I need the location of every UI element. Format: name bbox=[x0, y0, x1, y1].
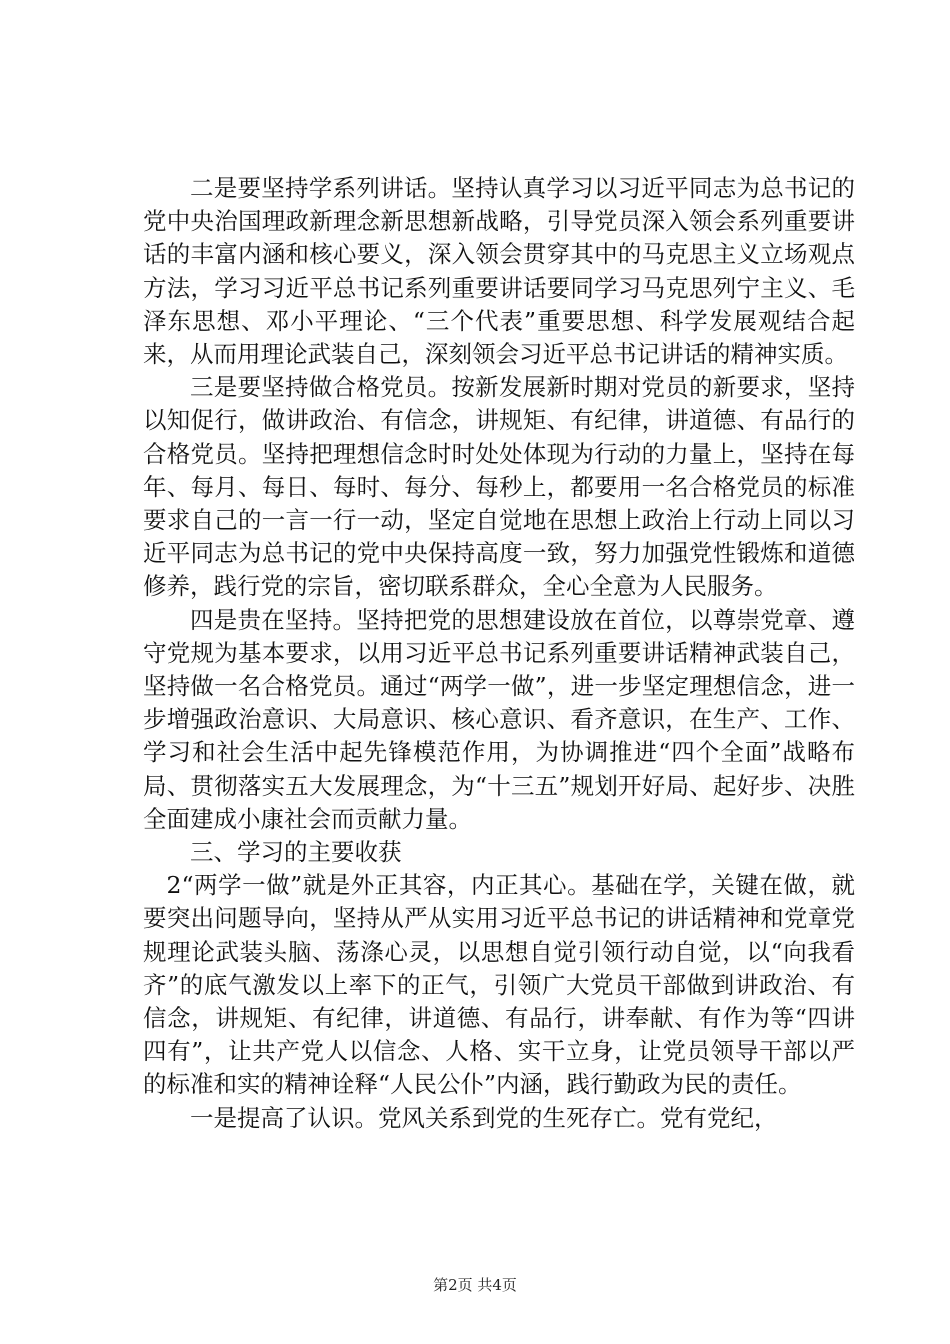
page-number-footer: 第2页 共4页 bbox=[433, 1276, 517, 1294]
paragraph-study-speeches: 二是要坚持学系列讲话。坚持认真学习以习近平同志为总书记的党中央治国理政新理念新思想新战略，引导党员深入领会系列重要讲话的丰富内涵和核心要义，深入领会贯穿其中的马克思主义立场观点方法，学习习近平总书记系列重要讲话要同学习马克思列宁主义、毛泽东思想、邓小平理论、“三个代表”重要思想、科学发展观结合起来，从而用理论武装自己，深刻领会习近平总书记讲话的精神实质。 bbox=[143, 174, 855, 369]
paragraph-persistence: 四是贵在坚持。坚持把党的思想建设放在首位，以尊崇党章、遵守党规为基本要求，以用习近平总书记系列重要讲话精神武装自己，坚持做一名合格党员。通过“两学一做”，进一步坚定理想信念，进一步增强政治意识、大局意识、核心意识、看齐意识，在生产、工作、学习和社会生活中起先锋模范作用，为协调推进“四个全面”战略布局、贯彻落实五大发展理念，为“十三五”规划开好局、起好步、决胜全面建成小康社会而贡献力量。 bbox=[143, 605, 855, 833]
paragraph-raised-awareness: 一是提高了认识。党风关系到党的生死存亡。党有党纪， bbox=[190, 1103, 778, 1132]
paragraph-two-studies-one-do: 2“两学一做”就是外正其容，内正其心。基础在学，关键在做，就要突出问题导向，坚持从严从实用习近平总书记的讲话精神和党章党规理论武装头脑、荡涤心灵，以思想自觉引领行动自觉，以“向我看齐”的底气激发以上率下的正气，引领广大党员干部做到讲政治、有信念，讲规矩、有纪律，讲道德、有品行，讲奉献、有作为等“四讲四有”，让共产党人以信念、人格、实干立身，让党员领导干部以严的标准和实的精神诠释“人民公仆”内涵，践行勤政为民的责任。 bbox=[143, 871, 855, 1099]
paragraph-qualified-member: 三是要坚持做合格党员。按新发展新时期对党员的新要求，坚持以知促行，做讲政治、有信念，讲规矩、有纪律，讲道德、有品行的合格党员。坚持把理想信念时时处处体现为行动的力量上，坚持在每年、每月、每日、每时、每分、每秒上，都要用一名合格党员的标准要求自己的一言一行一动，坚定自觉地在思想上政治上行动上同以习近平同志为总书记的党中央保持高度一致，努力加强党性锻炼和道德修养，践行党的宗旨，密切联系群众，全心全意为人民服务。 bbox=[143, 373, 855, 601]
document-body bbox=[143, 172, 855, 1135]
section-heading-main-gains: 三、学习的主要收获 bbox=[190, 838, 402, 867]
